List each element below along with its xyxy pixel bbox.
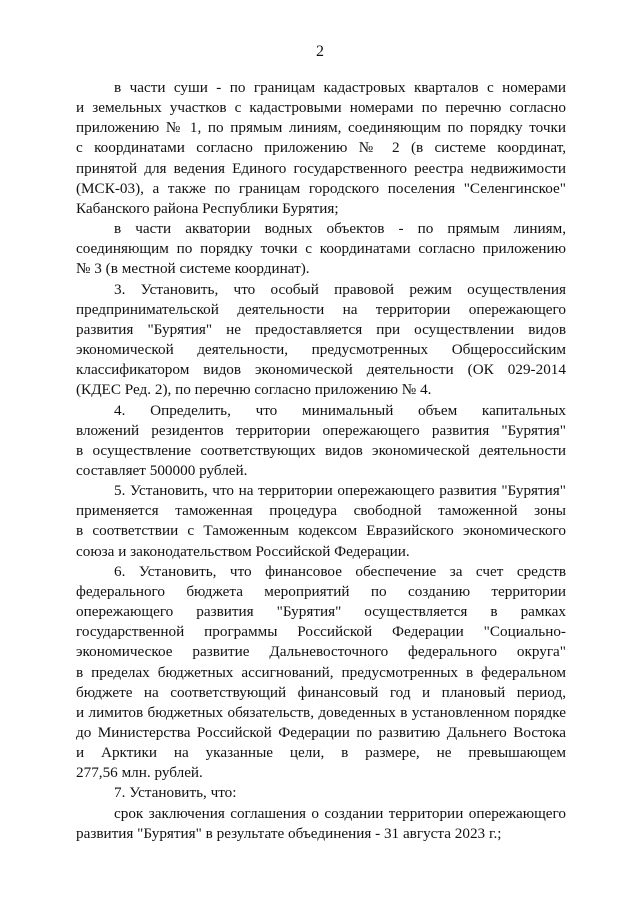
text-line: применяется таможенная процедура свободной таможенной зоны (76, 502, 566, 520)
text-line: 277,56 млн. рублей. (76, 764, 203, 782)
document-body (76, 78, 566, 844)
text-line: развития "Бурятия" не предоставляется при осуществлении видов (76, 320, 566, 338)
text-line: до Министерства Российской Федерации по развитию Дальнего Востока (76, 724, 566, 741)
text-line: принятой для ведения Единого государственного реестра недвижимости (76, 159, 566, 177)
text-line: и лимитов бюджетных обязательств, доведенных в установленном порядке (76, 703, 566, 721)
text-line: предпринимательской деятельности на территории опережающего (76, 300, 566, 318)
paragraph-item-7 (76, 783, 566, 803)
text-line: Кабанского района Республики Бурятия; (76, 199, 339, 217)
text-line: в осуществление соответствующих видов экономической деятельности (76, 441, 566, 459)
paragraph-item-6 (76, 562, 566, 784)
text-line: № 3 (в местной системе координат). (76, 260, 310, 278)
text-line: срок заключения соглашения о создании территории опережающего (114, 804, 566, 822)
text-line: бюджете на соответствующий финансовый год и плановый период, (76, 683, 566, 701)
text-line: 7. Установить, что: (114, 784, 237, 802)
text-line: 5. Установить, что на территории опережающего развития "Бурятия" (114, 482, 566, 500)
text-line: с координатами согласно приложению № 2 (в системе координат, (76, 139, 566, 157)
text-line: экономической деятельности, предусмотренных Общероссийским (76, 341, 566, 359)
text-line: соединяющим по порядку точки с координатами согласно приложению (76, 240, 566, 258)
text-line: вложений резидентов территории опережающего развития "Бурятия" (76, 421, 566, 439)
paragraph-item-4 (76, 401, 566, 482)
text-line: и Арктики на указанные цели, в размере, не превышающем (76, 744, 566, 762)
text-line: (МСК-03), а также по границам городского поселения "Селенгинское" (76, 179, 566, 197)
text-line: в пределах бюджетных ассигнований, предусмотренных в федеральном (76, 663, 566, 681)
text-line: и земельных участков с кадастровыми номерами по перечню согласно (76, 99, 566, 117)
paragraph-land-boundaries (76, 78, 566, 219)
text-line: классификатором видов экономической деятельности (ОК 029-2014 (76, 361, 566, 379)
text-line: союза и законодательством Российской Федерации. (76, 542, 410, 560)
text-line: составляет 500000 рублей. (76, 461, 248, 479)
text-line: 3. Установить, что особый правовой режим осуществления (114, 280, 566, 298)
text-line: экономическое развитие Дальневосточного федерального округа" (76, 643, 566, 661)
text-line: федерального бюджета мероприятий по созданию территории (76, 582, 566, 600)
text-line: государственной программы Российской Федерации "Социально- (76, 623, 566, 641)
text-line: 6. Установить, что финансовое обеспечение за счет средств (114, 562, 566, 580)
page-number: 2 (316, 43, 324, 60)
text-line: в соответствии с Таможенным кодексом Евразийского экономического (76, 522, 566, 540)
paragraph-item-3 (76, 280, 566, 401)
text-line: в части акватории водных объектов - по прямым линиям, (114, 220, 566, 238)
paragraph-item-5 (76, 481, 566, 562)
text-line: (КДЕС Ред. 2), по перечню согласно приложению № 4. (76, 381, 432, 399)
text-line: в части суши - по границам кадастровых кварталов с номерами (114, 79, 566, 96)
text-line: опережающего развития "Бурятия" осуществляется в рамках (76, 603, 566, 621)
paragraph-agreement-deadline (76, 804, 566, 844)
text-line: 4. Определить, что минимальный объем капитальных (114, 401, 566, 419)
paragraph-water-boundaries (76, 219, 566, 279)
text-line: приложению № 1, по прямым линиям, соединяющим по порядку точки (76, 119, 566, 137)
text-line: развития "Бурятия" в результате объединения - 31 августа 2023 г.; (76, 824, 502, 842)
